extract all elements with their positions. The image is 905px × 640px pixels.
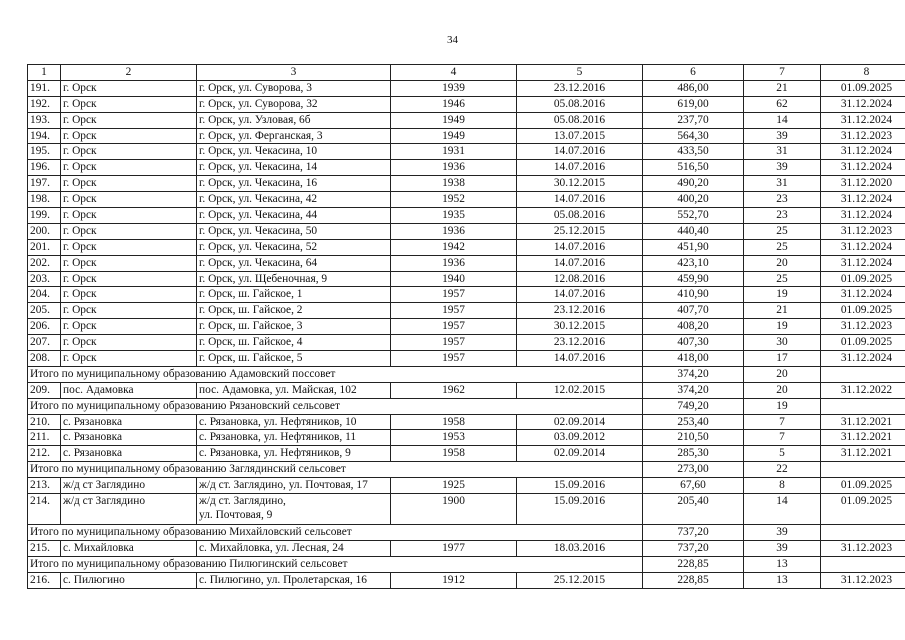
subtotal-row	[28, 525, 905, 541]
cell-build-year: 1912	[391, 572, 517, 588]
cell-survey-date: 13.07.2015	[517, 128, 643, 144]
table-row	[28, 335, 905, 351]
cell-deadline: 31.12.2024	[821, 160, 905, 176]
table-row	[28, 208, 905, 224]
column-header: 8	[821, 65, 905, 81]
table-row	[28, 303, 905, 319]
cell-row-number: 195.	[28, 144, 61, 160]
cell-build-year: 1946	[391, 96, 517, 112]
cell-survey-date: 12.02.2015	[517, 382, 643, 398]
cell-build-year: 1957	[391, 287, 517, 303]
cell-area: 407,70	[643, 303, 744, 319]
table-row	[28, 144, 905, 160]
cell-area: 253,40	[643, 414, 744, 430]
cell-survey-date: 25.12.2015	[517, 572, 643, 588]
cell-address: г. Орск, ул. Чекасина, 10	[197, 144, 391, 160]
cell-residents: 19	[744, 287, 821, 303]
cell-deadline: 31.12.2024	[821, 96, 905, 112]
cell-address: с. Пилюгино, ул. Пролетарская, 16	[197, 572, 391, 588]
cell-build-year: 1957	[391, 335, 517, 351]
cell-survey-date: 15.09.2016	[517, 478, 643, 494]
cell-row-number: 204.	[28, 287, 61, 303]
column-header: 5	[517, 65, 643, 81]
subtotal-residents: 13	[744, 556, 821, 572]
cell-address: г. Орск, ул. Суворова, 3	[197, 80, 391, 96]
cell-deadline: 01.09.2025	[821, 478, 905, 494]
cell-survey-date: 18.03.2016	[517, 540, 643, 556]
table-row	[28, 382, 905, 398]
table-row	[28, 223, 905, 239]
cell-build-year: 1936	[391, 223, 517, 239]
cell-deadline: 31.12.2024	[821, 351, 905, 367]
cell-area: 564,30	[643, 128, 744, 144]
cell-address: г. Орск, ул. Чекасина, 16	[197, 176, 391, 192]
cell-residents: 39	[744, 128, 821, 144]
cell-build-year: 1931	[391, 144, 517, 160]
cell-survey-date: 05.08.2016	[517, 208, 643, 224]
table-row	[28, 112, 905, 128]
cell-residents: 8	[744, 478, 821, 494]
table-row	[28, 255, 905, 271]
subtotal-row	[28, 556, 905, 572]
cell-residents: 31	[744, 176, 821, 192]
cell-area: 516,50	[643, 160, 744, 176]
cell-settlement: ж/д ст Заглядино	[61, 494, 197, 525]
cell-address: г. Орск, ул. Чекасина, 14	[197, 160, 391, 176]
subtotal-empty-cell	[821, 556, 905, 572]
cell-residents: 25	[744, 239, 821, 255]
cell-row-number: 197.	[28, 176, 61, 192]
cell-build-year: 1957	[391, 351, 517, 367]
cell-residents: 19	[744, 319, 821, 335]
table-row	[28, 160, 905, 176]
cell-row-number: 193.	[28, 112, 61, 128]
table-row	[28, 478, 905, 494]
table-row	[28, 239, 905, 255]
cell-deadline: 31.12.2024	[821, 112, 905, 128]
cell-row-number: 199.	[28, 208, 61, 224]
cell-build-year: 1958	[391, 414, 517, 430]
cell-row-number: 210.	[28, 414, 61, 430]
cell-deadline: 31.12.2024	[821, 192, 905, 208]
cell-survey-date: 05.08.2016	[517, 112, 643, 128]
cell-residents: 20	[744, 382, 821, 398]
cell-row-number: 209.	[28, 382, 61, 398]
cell-address: с. Михайловка, ул. Лесная, 24	[197, 540, 391, 556]
cell-settlement: с. Рязановка	[61, 446, 197, 462]
cell-row-number: 211.	[28, 430, 61, 446]
subtotal-residents: 20	[744, 366, 821, 382]
cell-area: 228,85	[643, 572, 744, 588]
cell-residents: 13	[744, 572, 821, 588]
cell-residents: 39	[744, 540, 821, 556]
cell-deadline: 01.09.2025	[821, 80, 905, 96]
cell-deadline: 01.09.2025	[821, 271, 905, 287]
cell-survey-date: 23.12.2016	[517, 335, 643, 351]
cell-area: 210,50	[643, 430, 744, 446]
cell-survey-date: 23.12.2016	[517, 80, 643, 96]
cell-deadline: 31.12.2023	[821, 319, 905, 335]
cell-settlement: г. Орск	[61, 80, 197, 96]
cell-area: 433,50	[643, 144, 744, 160]
cell-settlement: г. Орск	[61, 96, 197, 112]
cell-address: пос. Адамовка, ул. Майская, 102	[197, 382, 391, 398]
cell-address: с. Рязановка, ул. Нефтяников, 9	[197, 446, 391, 462]
cell-area: 205,40	[643, 494, 744, 525]
cell-survey-date: 14.07.2016	[517, 351, 643, 367]
cell-address: г. Орск, ш. Гайское, 2	[197, 303, 391, 319]
cell-address: г. Орск, ул. Суворова, 32	[197, 96, 391, 112]
cell-deadline: 31.12.2024	[821, 239, 905, 255]
cell-build-year: 1977	[391, 540, 517, 556]
table-row	[28, 80, 905, 96]
column-header-row	[28, 65, 905, 81]
cell-settlement: г. Орск	[61, 255, 197, 271]
cell-settlement: с. Рязановка	[61, 414, 197, 430]
cell-settlement: с. Пилюгино	[61, 572, 197, 588]
cell-residents: 5	[744, 446, 821, 462]
cell-settlement: г. Орск	[61, 319, 197, 335]
subtotal-empty-cell	[821, 398, 905, 414]
cell-build-year: 1939	[391, 80, 517, 96]
subtotal-residents: 19	[744, 398, 821, 414]
cell-address: г. Орск, ул. Чекасина, 42	[197, 192, 391, 208]
cell-row-number: 215.	[28, 540, 61, 556]
cell-survey-date: 14.07.2016	[517, 239, 643, 255]
cell-residents: 21	[744, 80, 821, 96]
cell-build-year: 1936	[391, 255, 517, 271]
subtotal-empty-cell	[821, 462, 905, 478]
cell-build-year: 1953	[391, 430, 517, 446]
subtotal-row	[28, 366, 905, 382]
cell-settlement: г. Орск	[61, 192, 197, 208]
cell-area: 285,30	[643, 446, 744, 462]
cell-residents: 14	[744, 494, 821, 525]
cell-residents: 23	[744, 208, 821, 224]
cell-build-year: 1936	[391, 160, 517, 176]
subtotal-area: 273,00	[643, 462, 744, 478]
cell-address: г. Орск, ул. Чекасина, 52	[197, 239, 391, 255]
cell-row-number: 198.	[28, 192, 61, 208]
cell-row-number: 212.	[28, 446, 61, 462]
cell-settlement: с. Михайловка	[61, 540, 197, 556]
table-row	[28, 128, 905, 144]
cell-settlement: ж/д ст Заглядино	[61, 478, 197, 494]
cell-row-number: 196.	[28, 160, 61, 176]
cell-survey-date: 14.07.2016	[517, 287, 643, 303]
table-row	[28, 446, 905, 462]
subtotal-label: Итого по муниципальному образованию Заглядинский сельсовет	[28, 462, 643, 478]
cell-area: 418,00	[643, 351, 744, 367]
column-header: 6	[643, 65, 744, 81]
subtotal-label: Итого по муниципальному образованию Михайловский сельсовет	[28, 525, 643, 541]
cell-area: 67,60	[643, 478, 744, 494]
cell-settlement: г. Орск	[61, 223, 197, 239]
cell-area: 407,30	[643, 335, 744, 351]
cell-address: г. Орск, ш. Гайское, 5	[197, 351, 391, 367]
cell-build-year: 1942	[391, 239, 517, 255]
cell-deadline: 31.12.2024	[821, 255, 905, 271]
cell-area: 459,90	[643, 271, 744, 287]
cell-settlement: г. Орск	[61, 287, 197, 303]
cell-settlement: г. Орск	[61, 112, 197, 128]
table-row	[28, 96, 905, 112]
cell-settlement: г. Орск	[61, 271, 197, 287]
cell-survey-date: 14.07.2016	[517, 160, 643, 176]
cell-deadline: 31.12.2023	[821, 572, 905, 588]
cell-area: 619,00	[643, 96, 744, 112]
cell-address: г. Орск, ш. Гайское, 3	[197, 319, 391, 335]
cell-residents: 31	[744, 144, 821, 160]
table-row	[28, 192, 905, 208]
cell-build-year: 1952	[391, 192, 517, 208]
cell-address: с. Рязановка, ул. Нефтяников, 10	[197, 414, 391, 430]
cell-survey-date: 02.09.2014	[517, 446, 643, 462]
cell-survey-date: 15.09.2016	[517, 494, 643, 525]
cell-row-number: 207.	[28, 335, 61, 351]
subtotal-area: 228,85	[643, 556, 744, 572]
subtotal-row	[28, 462, 905, 478]
cell-deadline: 01.09.2025	[821, 303, 905, 319]
cell-build-year: 1935	[391, 208, 517, 224]
cell-row-number: 200.	[28, 223, 61, 239]
cell-area: 410,90	[643, 287, 744, 303]
cell-survey-date: 12.08.2016	[517, 271, 643, 287]
cell-deadline: 31.12.2021	[821, 430, 905, 446]
cell-survey-date: 05.08.2016	[517, 96, 643, 112]
subtotal-label: Итого по муниципальному образованию Адамовский поссовет	[28, 366, 643, 382]
column-header: 1	[28, 65, 61, 81]
subtotal-row	[28, 398, 905, 414]
table-row	[28, 176, 905, 192]
cell-row-number: 201.	[28, 239, 61, 255]
cell-survey-date: 14.07.2016	[517, 255, 643, 271]
cell-build-year: 1957	[391, 303, 517, 319]
cell-deadline: 31.12.2021	[821, 414, 905, 430]
table-row	[28, 414, 905, 430]
cell-area: 440,40	[643, 223, 744, 239]
cell-area: 490,20	[643, 176, 744, 192]
cell-residents: 23	[744, 192, 821, 208]
table-row	[28, 540, 905, 556]
cell-settlement: г. Орск	[61, 208, 197, 224]
subtotal-empty-cell	[821, 525, 905, 541]
table-row	[28, 494, 905, 525]
cell-deadline: 01.09.2025	[821, 335, 905, 351]
cell-address: г. Орск, ул. Чекасина, 50	[197, 223, 391, 239]
cell-survey-date: 02.09.2014	[517, 414, 643, 430]
column-header: 4	[391, 65, 517, 81]
table-row	[28, 287, 905, 303]
cell-residents: 20	[744, 255, 821, 271]
cell-build-year: 1949	[391, 128, 517, 144]
cell-row-number: 206.	[28, 319, 61, 335]
cell-survey-date: 14.07.2016	[517, 144, 643, 160]
cell-build-year: 1949	[391, 112, 517, 128]
table-row	[28, 572, 905, 588]
subtotal-area: 737,20	[643, 525, 744, 541]
cell-address: г. Орск, ул. Ферганская, 3	[197, 128, 391, 144]
cell-build-year: 1962	[391, 382, 517, 398]
cell-deadline: 31.12.2020	[821, 176, 905, 192]
table-row	[28, 351, 905, 367]
cell-survey-date: 14.07.2016	[517, 192, 643, 208]
cell-address: ж/д ст. Заглядино, ул. Почтовая, 17	[197, 478, 391, 494]
cell-row-number: 205.	[28, 303, 61, 319]
cell-survey-date: 25.12.2015	[517, 223, 643, 239]
cell-deadline: 31.12.2023	[821, 540, 905, 556]
cell-address: г. Орск, ш. Гайское, 4	[197, 335, 391, 351]
subtotal-residents: 39	[744, 525, 821, 541]
cell-deadline: 31.12.2022	[821, 382, 905, 398]
cell-settlement: г. Орск	[61, 144, 197, 160]
table-row	[28, 430, 905, 446]
cell-residents: 39	[744, 160, 821, 176]
cell-settlement: пос. Адамовка	[61, 382, 197, 398]
cell-build-year: 1938	[391, 176, 517, 192]
cell-row-number: 216.	[28, 572, 61, 588]
cell-row-number: 208.	[28, 351, 61, 367]
cell-address: г. Орск, ул. Узловая, 6б	[197, 112, 391, 128]
cell-settlement: г. Орск	[61, 176, 197, 192]
cell-area: 374,20	[643, 382, 744, 398]
cell-area: 408,20	[643, 319, 744, 335]
column-header: 2	[61, 65, 197, 81]
page-number: 34	[447, 34, 458, 46]
cell-deadline: 31.12.2023	[821, 128, 905, 144]
subtotal-label: Итого по муниципальному образованию Пилюгинский сельсовет	[28, 556, 643, 572]
cell-survey-date: 23.12.2016	[517, 303, 643, 319]
cell-address: ж/д ст. Заглядино, ул. Почтовая, 9	[197, 494, 391, 525]
cell-residents: 30	[744, 335, 821, 351]
cell-area: 552,70	[643, 208, 744, 224]
column-header: 7	[744, 65, 821, 81]
table-row	[28, 319, 905, 335]
cell-area: 451,90	[643, 239, 744, 255]
subtotal-area: 749,20	[643, 398, 744, 414]
cell-settlement: г. Орск	[61, 335, 197, 351]
cell-row-number: 194.	[28, 128, 61, 144]
cell-settlement: г. Орск	[61, 239, 197, 255]
cell-address: г. Орск, ул. Чекасина, 44	[197, 208, 391, 224]
cell-area: 486,00	[643, 80, 744, 96]
cell-build-year: 1958	[391, 446, 517, 462]
subtotal-residents: 22	[744, 462, 821, 478]
cell-area: 400,20	[643, 192, 744, 208]
cell-survey-date: 30.12.2015	[517, 319, 643, 335]
cell-settlement: г. Орск	[61, 128, 197, 144]
cell-residents: 14	[744, 112, 821, 128]
cell-area: 737,20	[643, 540, 744, 556]
cell-settlement: г. Орск	[61, 160, 197, 176]
cell-area: 423,10	[643, 255, 744, 271]
cell-build-year: 1925	[391, 478, 517, 494]
cell-residents: 62	[744, 96, 821, 112]
cell-survey-date: 30.12.2015	[517, 176, 643, 192]
cell-residents: 21	[744, 303, 821, 319]
cell-settlement: с. Рязановка	[61, 430, 197, 446]
cell-deadline: 01.09.2025	[821, 494, 905, 525]
cell-row-number: 203.	[28, 271, 61, 287]
cell-settlement: г. Орск	[61, 303, 197, 319]
cell-row-number: 214.	[28, 494, 61, 525]
subtotal-empty-cell	[821, 366, 905, 382]
column-header: 3	[197, 65, 391, 81]
cell-residents: 17	[744, 351, 821, 367]
cell-row-number: 191.	[28, 80, 61, 96]
cell-build-year: 1957	[391, 319, 517, 335]
cell-address: г. Орск, ул. Щебеночная, 9	[197, 271, 391, 287]
housing-register-table	[27, 64, 905, 589]
table-body	[28, 65, 905, 589]
cell-build-year: 1900	[391, 494, 517, 525]
table-row	[28, 271, 905, 287]
cell-settlement: г. Орск	[61, 351, 197, 367]
cell-address: г. Орск, ул. Чекасина, 64	[197, 255, 391, 271]
cell-survey-date: 03.09.2012	[517, 430, 643, 446]
cell-row-number: 192.	[28, 96, 61, 112]
cell-deadline: 31.12.2023	[821, 223, 905, 239]
cell-build-year: 1940	[391, 271, 517, 287]
cell-deadline: 31.12.2024	[821, 144, 905, 160]
cell-deadline: 31.12.2021	[821, 446, 905, 462]
cell-residents: 25	[744, 271, 821, 287]
subtotal-area: 374,20	[643, 366, 744, 382]
cell-address: г. Орск, ш. Гайское, 1	[197, 287, 391, 303]
cell-residents: 7	[744, 414, 821, 430]
subtotal-label: Итого по муниципальному образованию Рязановский сельсовет	[28, 398, 643, 414]
cell-address: с. Рязановка, ул. Нефтяников, 11	[197, 430, 391, 446]
cell-residents: 7	[744, 430, 821, 446]
cell-area: 237,70	[643, 112, 744, 128]
cell-deadline: 31.12.2024	[821, 287, 905, 303]
cell-residents: 25	[744, 223, 821, 239]
cell-row-number: 202.	[28, 255, 61, 271]
cell-row-number: 213.	[28, 478, 61, 494]
cell-deadline: 31.12.2024	[821, 208, 905, 224]
